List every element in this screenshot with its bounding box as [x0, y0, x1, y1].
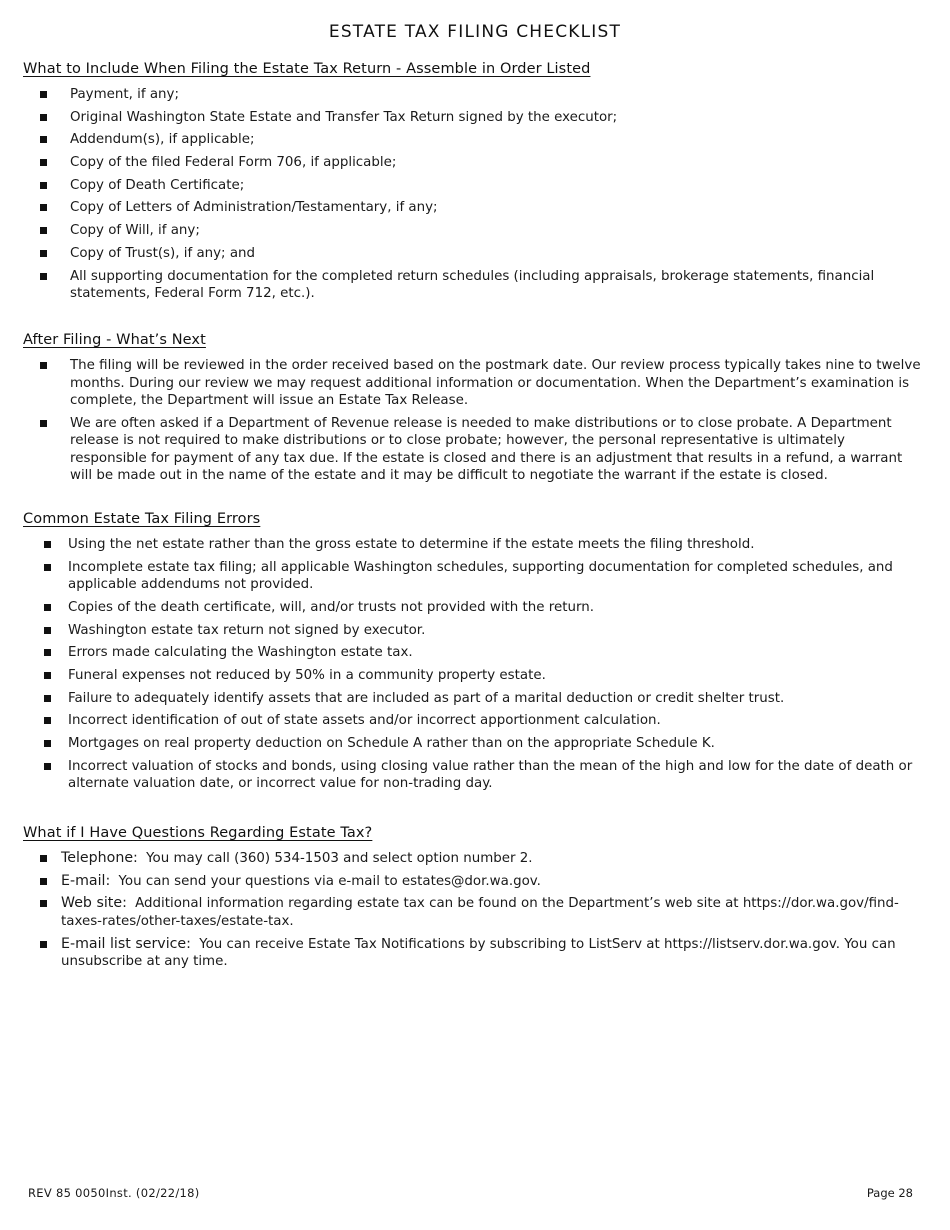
list-item: Incomplete estate tax filing; all applicable Washington schedules, supporting documentation for completed schedules, and applicable addendums not provided.: [23, 559, 923, 594]
square-bullet-icon: [40, 878, 47, 885]
square-bullet-icon: [44, 740, 51, 747]
contact-label: Web site:: [61, 895, 127, 912]
page-title: ESTATE TAX FILING CHECKLIST: [328, 22, 622, 42]
section-heading: Common Estate Tax Filing Errors: [23, 511, 261, 527]
square-bullet-icon: [40, 227, 47, 234]
square-bullet-icon: [44, 564, 51, 571]
contact-item-listserv: [23, 936, 923, 971]
page-number: Page 28: [866, 1186, 913, 1200]
square-bullet-icon: [44, 672, 51, 679]
square-bullet-icon: [40, 273, 47, 280]
square-bullet-icon: [44, 649, 51, 656]
list-item: Funeral expenses not reduced by 50% in a community property estate.: [23, 667, 923, 685]
section-common-errors: [23, 511, 923, 798]
square-bullet-icon: [40, 941, 47, 948]
square-bullet-icon: [40, 91, 47, 98]
section-questions: [23, 825, 923, 976]
square-bullet-icon: [40, 250, 47, 257]
list-item: Using the net estate rather than the gross estate to determine if the estate meets the filing threshold.: [23, 536, 923, 554]
section-what-to-include: [23, 61, 923, 308]
list-item: All supporting documentation for the completed return schedules (including appraisals, brokerage statements, financial statements, Federal Form 712, etc.).: [23, 268, 923, 303]
contact-label: E-mail:: [61, 872, 111, 889]
list-item: Incorrect valuation of stocks and bonds, using closing value rather than the mean of the high and low for the date of death or alternate valuation date, or incorrect value for non-trading day.: [23, 758, 923, 793]
square-bullet-icon: [44, 717, 51, 724]
square-bullet-icon: [44, 695, 51, 702]
list-item: Copy of Letters of Administration/Testamentary, if any;: [23, 199, 923, 217]
square-bullet-icon: [40, 204, 47, 211]
contact-item-email: [23, 873, 923, 891]
list-item: Mortgages on real property deduction on Schedule A rather than on the appropriate Schedule K.: [23, 735, 923, 753]
square-bullet-icon: [44, 763, 51, 770]
list-item: Copy of the filed Federal Form 706, if applicable;: [23, 154, 923, 172]
section-after-filing: [23, 332, 923, 490]
square-bullet-icon: [40, 362, 47, 369]
contact-item-telephone: [23, 850, 923, 868]
list-item: Copy of Trust(s), if any; and: [23, 245, 923, 263]
list-item: Failure to adequately identify assets that are included as part of a marital deduction or credit shelter trust.: [23, 690, 923, 708]
list-item: Incorrect identification of out of state assets and/or incorrect apportionment calculation.: [23, 712, 923, 730]
square-bullet-icon: [40, 420, 47, 427]
list-item: Copies of the death certificate, will, and/or trusts not provided with the return.: [23, 599, 923, 617]
contact-text: You may call (360) 534-1503 and select option number 2.: [146, 851, 533, 866]
list-item: We are often asked if a Department of Revenue release is needed to make distributions or to close probate. A Department release is not required to make distributions or to close probate; however, the personal representative is ultimately responsible for payment of any tax due. If the estate is closed and there is an adjustment that results in a refund, a warrant will be made out in the name of the estate and it may be difficult to negotiate the warrant if the estate is closed.: [23, 415, 923, 485]
contact-text: You can send your questions via e-mail to estates@dor.wa.gov.: [118, 873, 541, 889]
list-item: The filing will be reviewed in the order received based on the postmark date. Our review process typically takes nine to twelve months. During our review we may request additional information or documentation. When the Department’s examination is complete, the Department will issue an Estate Tax Release.: [23, 357, 923, 410]
form-number: REV 85 0050Inst. (02/22/18): [28, 1186, 200, 1200]
section-heading: What if I Have Questions Regarding Estate Tax?: [23, 825, 373, 841]
square-bullet-icon: [44, 541, 51, 548]
square-bullet-icon: [40, 136, 47, 143]
checklist: [23, 86, 923, 303]
contact-label: Telephone:: [61, 850, 138, 866]
contact-text: You can receive Estate Tax Notifications by subscribing to ListServ at https://listserv.dor.wa.gov. You can unsubscribe at any time.: [61, 936, 896, 970]
square-bullet-icon: [40, 159, 47, 166]
contact-label: E-mail list service:: [61, 935, 191, 952]
list-item: Copy of Will, if any;: [23, 222, 923, 240]
section-heading: What to Include When Filing the Estate Tax Return - Assemble in Order Listed: [23, 61, 591, 77]
list-item: Original Washington State Estate and Transfer Tax Return signed by the executor;: [23, 109, 923, 127]
list-item: Washington estate tax return not signed by executor.: [23, 622, 923, 640]
square-bullet-icon: [40, 182, 47, 189]
square-bullet-icon: [40, 855, 47, 862]
section-heading: After Filing - What’s Next: [23, 332, 206, 348]
list-item: Errors made calculating the Washington estate tax.: [23, 644, 923, 662]
list-item: Copy of Death Certificate;: [23, 177, 923, 195]
errors-list: [23, 536, 923, 793]
square-bullet-icon: [44, 604, 51, 611]
contact-list: [23, 850, 923, 971]
list-item: Payment, if any;: [23, 86, 923, 104]
square-bullet-icon: [40, 114, 47, 121]
list-item: Addendum(s), if applicable;: [23, 131, 923, 149]
info-list: [23, 357, 923, 485]
contact-text: Additional information regarding estate tax can be found on the Department’s web site at https://dor.wa.gov/find-taxes-rates/other-taxes/estate-tax.: [61, 896, 899, 929]
contact-item-website: [23, 895, 923, 930]
square-bullet-icon: [40, 900, 47, 907]
square-bullet-icon: [44, 627, 51, 634]
